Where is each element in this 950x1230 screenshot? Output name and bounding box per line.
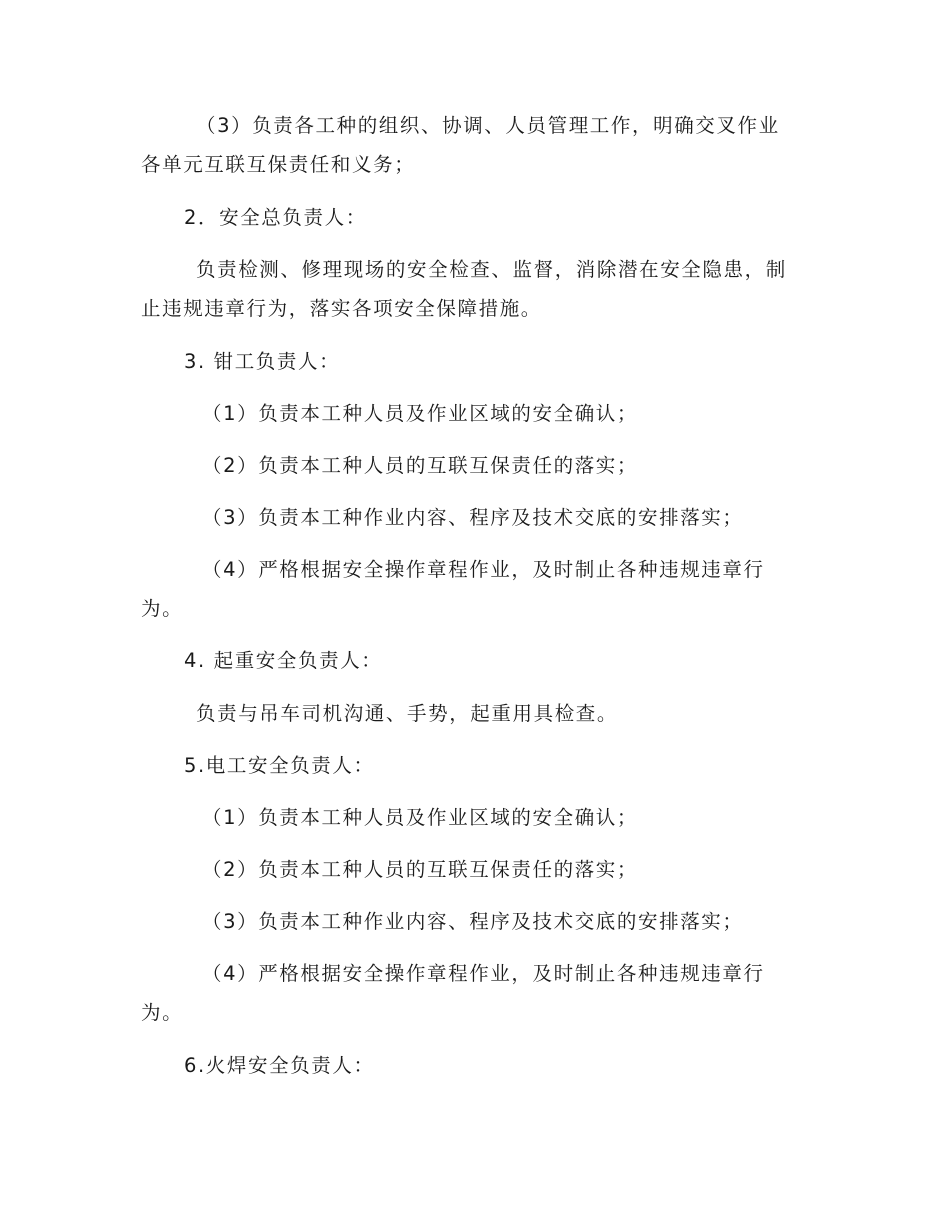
paragraph-item3-line1: （3）负责各工种的组织、协调、人员管理工作，明确交叉作业 xyxy=(196,114,780,137)
section-5-item4-line2: 为。 xyxy=(141,1001,184,1024)
section-2-body-line2: 止违规违章行为，落实各项安全保障措施。 xyxy=(141,297,542,320)
section-3-item1: （1）负责本工种人员及作业区域的安全确认； xyxy=(202,402,639,425)
section-5-item2: （2）负责本工种人员的互联互保责任的落实； xyxy=(202,858,639,881)
section-6-heading: 6.火焊安全负责人： xyxy=(184,1054,375,1077)
paragraph-item3-line2: 各单元互联互保责任和义务； xyxy=(141,153,416,176)
section-2-body-line1: 负责检测、修理现场的安全检查、监督，消除潜在安全隐患，制 xyxy=(196,258,787,281)
section-4-body: 负责与吊车司机沟通、手势，起重用具检查。 xyxy=(196,702,619,725)
section-5-item1: （1）负责本工种人员及作业区域的安全确认； xyxy=(202,806,639,829)
section-3-item3: （3）负责本工种作业内容、程序及技术交底的安排落实； xyxy=(202,506,744,529)
section-3-item4-line1: （4）严格根据安全操作章程作业，及时制止各种违规违章行 xyxy=(202,558,765,581)
section-5-item4-line1: （4）严格根据安全操作章程作业，及时制止各种违规违章行 xyxy=(202,962,765,985)
section-2-heading: 2．安全总负责人： xyxy=(184,206,367,229)
section-3-item2: （2）负责本工种人员的互联互保责任的落实； xyxy=(202,454,639,477)
section-4-heading: 4. 起重安全负责人： xyxy=(184,649,383,672)
section-5-item3: （3）负责本工种作业内容、程序及技术交底的安排落实； xyxy=(202,910,744,933)
section-5-heading: 5.电工安全负责人： xyxy=(184,754,375,777)
section-3-item4-line2: 为。 xyxy=(141,597,184,620)
section-3-heading: 3. 钳工负责人： xyxy=(184,350,341,373)
